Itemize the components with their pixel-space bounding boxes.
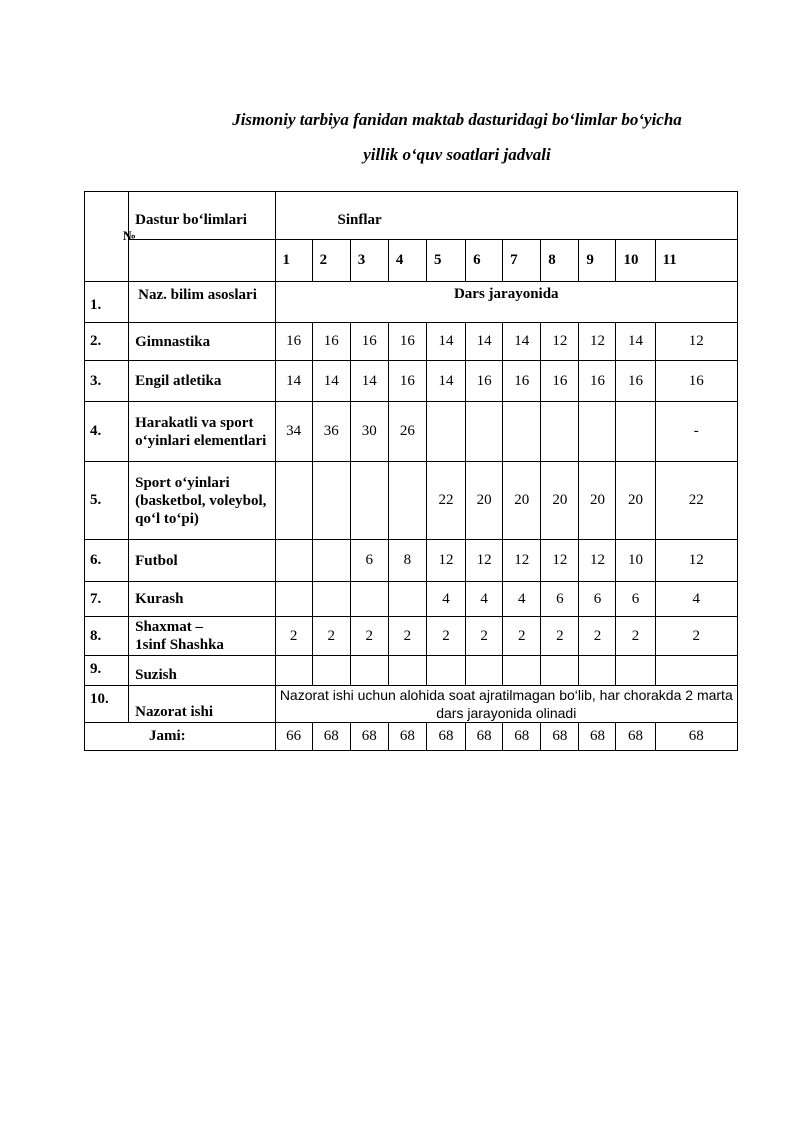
hours-cell [616,656,655,686]
hours-cell [275,582,312,617]
hours-cell [312,540,350,582]
hours-cell: 16 [466,361,503,402]
hours-cell: 12 [466,540,503,582]
total-cell: 68 [350,723,388,751]
hours-cell: 20 [616,462,655,540]
section-name-line2: 1sinf Shashka [135,637,224,653]
hours-cell: 2 [503,617,541,656]
hours-cell: 30 [350,402,388,462]
row-number: 6. [85,540,129,582]
table-row [85,617,738,656]
number-header-cell [85,192,137,282]
total-label: Jami: [85,723,276,751]
hours-cell: 14 [426,361,465,402]
hours-cell: 34 [275,402,312,462]
hours-cell [350,462,388,540]
number-header: № [123,228,137,243]
row-number: 2. [85,323,129,361]
total-cell: 68 [388,723,426,751]
hours-cell: 10 [616,540,655,582]
hours-cell [275,656,312,686]
hours-cell: 2 [541,617,579,656]
hours-cell: 16 [579,361,616,402]
hours-cell: 14 [312,361,350,402]
hours-cell: 2 [275,617,312,656]
hours-cell [426,656,465,686]
hours-cell [541,656,579,686]
hours-cell [275,462,312,540]
grade-header-6: 6 [466,240,503,282]
hours-cell: 4 [426,582,465,617]
hours-cell: 20 [579,462,616,540]
total-row [85,723,738,751]
hours-cell: 20 [541,462,579,540]
hours-cell [388,462,426,540]
grades-row [85,240,738,282]
hours-cell: 16 [541,361,579,402]
total-cell: 66 [275,723,312,751]
hours-cell: 6 [579,582,616,617]
hours-cell [503,656,541,686]
table-row [85,462,738,540]
hours-cell: 4 [503,582,541,617]
hours-cell: 14 [275,361,312,402]
section-name: Naz. bilim asoslari [129,282,275,323]
hours-cell: 16 [388,361,426,402]
hours-cell: 2 [466,617,503,656]
hours-cell: 2 [426,617,465,656]
hours-cell: 14 [426,323,465,361]
hours-cell: 12 [426,540,465,582]
hours-cell: 22 [426,462,465,540]
hours-cell: 20 [466,462,503,540]
hours-cell: 8 [388,540,426,582]
hours-cell: 16 [503,361,541,402]
grade-header-3: 3 [350,240,388,282]
hours-cell: 2 [350,617,388,656]
hours-cell: 2 [579,617,616,656]
hours-cell: 12 [579,540,616,582]
hours-cell: 14 [350,361,388,402]
hours-cell [503,402,541,462]
hours-cell: 2 [655,617,737,656]
hours-cell [312,656,350,686]
hours-cell: 16 [350,323,388,361]
grade-header-10: 10 [616,240,655,282]
section-name-line1: Shaxmat – [135,619,204,635]
page-title: Jismoniy tarbiya fanidan maktab dasturidagi bo‘limlar bo‘yicha [232,110,682,129]
hours-cell: 2 [616,617,655,656]
hours-cell: 16 [616,361,655,402]
grade-header-2: 2 [312,240,350,282]
row-number: 7. [85,582,129,617]
row-number: 4. [85,402,129,462]
row-number: 5. [85,462,129,540]
hours-cell: 2 [388,617,426,656]
hours-cell: 4 [655,582,737,617]
grade-header-7: 7 [503,240,541,282]
row-note: Dars jarayonida [275,282,737,323]
hours-cell [616,402,655,462]
hours-cell: 2 [312,617,350,656]
hours-cell: 16 [388,323,426,361]
hours-cell: 6 [350,540,388,582]
grade-header-5: 5 [426,240,465,282]
hours-cell: 12 [503,540,541,582]
table-row [85,540,738,582]
hours-cell: 14 [616,323,655,361]
grade-header-1: 1 [275,240,312,282]
row-number: 8. [85,617,129,656]
hours-cell [466,656,503,686]
hours-cell: 26 [388,402,426,462]
hours-cell: 14 [466,323,503,361]
total-cell: 68 [616,723,655,751]
section-name: Nazorat ishi [129,686,275,723]
section-name: Harakatli va sport o‘yinlari elementlari [129,402,275,462]
table-row [85,656,738,686]
total-cell: 68 [503,723,541,751]
hours-cell: 12 [541,540,579,582]
grade-header-4: 4 [388,240,426,282]
sections-header-blank [129,240,275,282]
row-number: 10. [85,686,129,723]
hours-cell: 12 [655,323,737,361]
hours-cell [350,656,388,686]
hours-cell [541,402,579,462]
hours-cell [579,656,616,686]
hours-cell: 22 [655,462,737,540]
hours-cell [312,462,350,540]
row-number: 9. [85,656,129,686]
row-number: 1. [85,282,129,323]
hours-cell [275,540,312,582]
grade-header-9: 9 [579,240,616,282]
hours-cell: 20 [503,462,541,540]
sections-header: Dastur bo‘limlari [129,192,275,240]
classes-header: Sinflar [275,192,737,240]
page-subtitle: yillik o‘quv soatlari jadvali [363,145,551,164]
hours-cell [426,402,465,462]
section-name: Sport o‘yinlari (basketbol, voleybol, qo‘l to‘pi) [129,462,275,540]
table-row [85,582,738,617]
hours-cell: - [655,402,737,462]
total-cell: 68 [579,723,616,751]
grade-header-8: 8 [541,240,579,282]
row-note: Nazorat ishi uchun alohida soat ajratilmagan bo‘lib, har chorakda 2 marta dars jarayonida olinadi [275,686,737,723]
hours-cell: 16 [275,323,312,361]
section-name: Gimnastika [129,323,275,361]
hours-cell [350,582,388,617]
section-name [129,617,275,656]
hours-cell: 12 [655,540,737,582]
section-name: Futbol [129,540,275,582]
table-row [85,282,738,323]
grade-header-11: 11 [655,240,737,282]
total-cell: 68 [312,723,350,751]
hours-cell [655,656,737,686]
hours-cell: 14 [503,323,541,361]
hours-cell: 4 [466,582,503,617]
total-cell: 68 [541,723,579,751]
table-row [85,361,738,402]
table-row [85,402,738,462]
hours-cell: 12 [541,323,579,361]
table-row [85,323,738,361]
hours-table [84,191,738,751]
hours-cell: 6 [541,582,579,617]
hours-cell [312,582,350,617]
section-name: Kurash [129,582,275,617]
hours-cell: 6 [616,582,655,617]
hours-cell [388,656,426,686]
total-cell: 68 [466,723,503,751]
total-cell: 68 [426,723,465,751]
hours-cell: 36 [312,402,350,462]
section-name: Engil atletika [129,361,275,402]
hours-cell: 16 [312,323,350,361]
total-cell: 68 [655,723,737,751]
hours-cell: 16 [655,361,737,402]
row-number: 3. [85,361,129,402]
hours-cell [579,402,616,462]
table-row [85,686,738,723]
header-row-top [85,192,738,240]
hours-cell [466,402,503,462]
section-name: Suzish [129,656,275,686]
hours-cell [388,582,426,617]
hours-cell: 12 [579,323,616,361]
